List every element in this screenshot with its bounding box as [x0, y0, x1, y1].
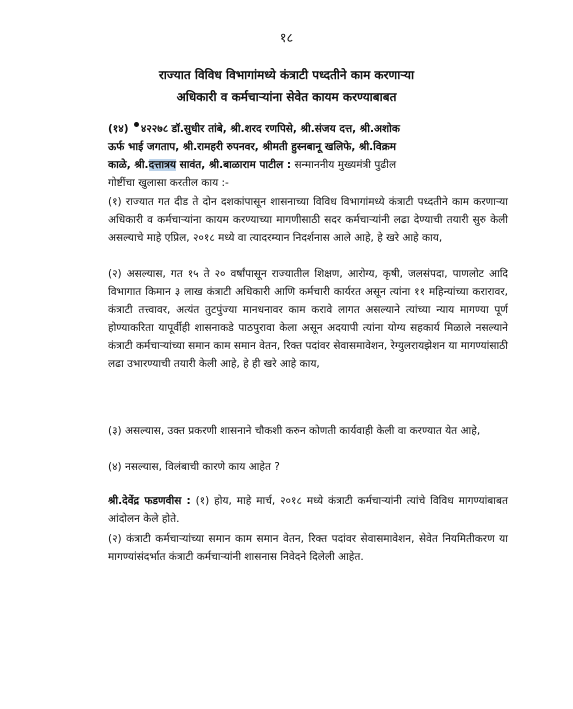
- question-part-1: (१) राज्यात गत दीड ते दोन दशकांपासून शासनाच्या विविध विभागांमध्ये कंत्राटी पध्दतीने काम करणाऱ्या अधिकारी व कर्मचाऱ्यांना कायम करण्याच्या मागणीसाठी सदर कर्मचाऱ्यांनी लढा देण्याची तयारी सुरु केली असल्याचे माहे एप्रिल, २०१८ मध्ये वा त्यादरम्यान निदर्शनास आले आहे, हे खरे आहे काय,: [108, 196, 508, 244]
- question-part-2: (२) असल्यास, गत १५ ते २० वर्षांपासून राज्यातील शिक्षण, आरोग्य, कृषी, जलसंपदा, पाणलोट आदि विभागात किमान ३ लाख कंत्राटी अधिकारी आणि कर्मचारी कार्यरत असून त्यांना ११ महिन्यांच्या करारावर, कंत्राटी तत्त्वावर, अत्यंत तुटपुंज्या मानधनावर काम करावे लागत असल्याने त्यांच्या न्याय मागण्या पूर्ण होण्याकरिता यापूर्वीही शासनाकडे पाठपुरावा केला असून अदयापी त्यांना योग्य सहकार्य मिळाले नसल्याने कंत्राटी कर्मचाऱ्यांच्या समान काम समान वेतन, रिक्त पदांवर सेवासमावेशन, रेग्युलरायझेशन या मागण्यांसाठी लढा उभारण्याची तयारी केली आहे, हे ही खरे आहे काय,: [108, 268, 508, 370]
- addressed-to: सन्माननीय मुख्यमंत्री पुढील: [291, 159, 397, 171]
- answer-part-1: [108, 492, 508, 528]
- answer-1-text: (१) होय, माहे मार्च, २०१८ मध्ये कंत्राटी कर्मचाऱ्यांनी त्यांचे विविध मागण्यांबाबत आंदोलन केले होते.: [108, 495, 508, 525]
- asked-by-part-1: डॉ.सुधीर तांबे, श्री.शरद रणपिसे, श्री.संजय दत्त, श्री.अशोक: [171, 123, 400, 135]
- question-line-3: [108, 156, 508, 174]
- title-line-2: अधिकारी व कर्मचाऱ्यांना सेवेत कायम करण्याबाबत: [176, 90, 397, 104]
- intro-line: गोष्टींचा खुलासा करतील काय :-: [108, 177, 229, 189]
- question-part-4: (४) नसल्यास, विलंबाची कारणे काय आहेत ?: [108, 461, 280, 473]
- question-part-3: (३) असल्यास, उक्त प्रकरणी शासनाने चौकशी करुन कोणती कार्यवाही केली वा करण्यात येत आहे,: [108, 425, 481, 437]
- bullet-icon: [134, 122, 139, 127]
- asked-by-part-2: ऊर्फ भाई जगताप, श्री.रामहरी रुपनवर, श्रीमती हुस्नबानू खलिफे, श्री.विक्रम: [108, 141, 397, 153]
- question-number: (१४): [108, 123, 129, 135]
- highlighted-name[interactable]: दत्तात्रय: [148, 159, 176, 171]
- document-title: [70, 64, 503, 108]
- question-line-1: [108, 120, 508, 138]
- answer-speaker: श्री.देवेंद्र फडणवीस :: [108, 495, 191, 507]
- question-id: ४२२७८: [140, 123, 169, 135]
- asked-by-part-3a: काळे, श्री.: [108, 159, 149, 171]
- answer-part-2: (२) कंत्राटी कर्मचाऱ्यांच्या समान काम समान वेतन, रिक्त पदांवर सेवासमावेशन, सेवेत नियमितीकरण या मागण्यांसंदर्भात कंत्राटी कर्मचाऱ्यांनी शासनास निवेदने दिलेली आहेत.: [108, 533, 508, 563]
- asked-by-part-3b: सावंत, श्री.बाळाराम पाटील :: [176, 159, 292, 171]
- title-line-1: राज्यात विविध विभागांमध्ये कंत्राटी पध्दतीने काम करणाऱ्या: [158, 68, 415, 82]
- page-number: १८: [279, 31, 294, 46]
- question-header: [108, 120, 508, 192]
